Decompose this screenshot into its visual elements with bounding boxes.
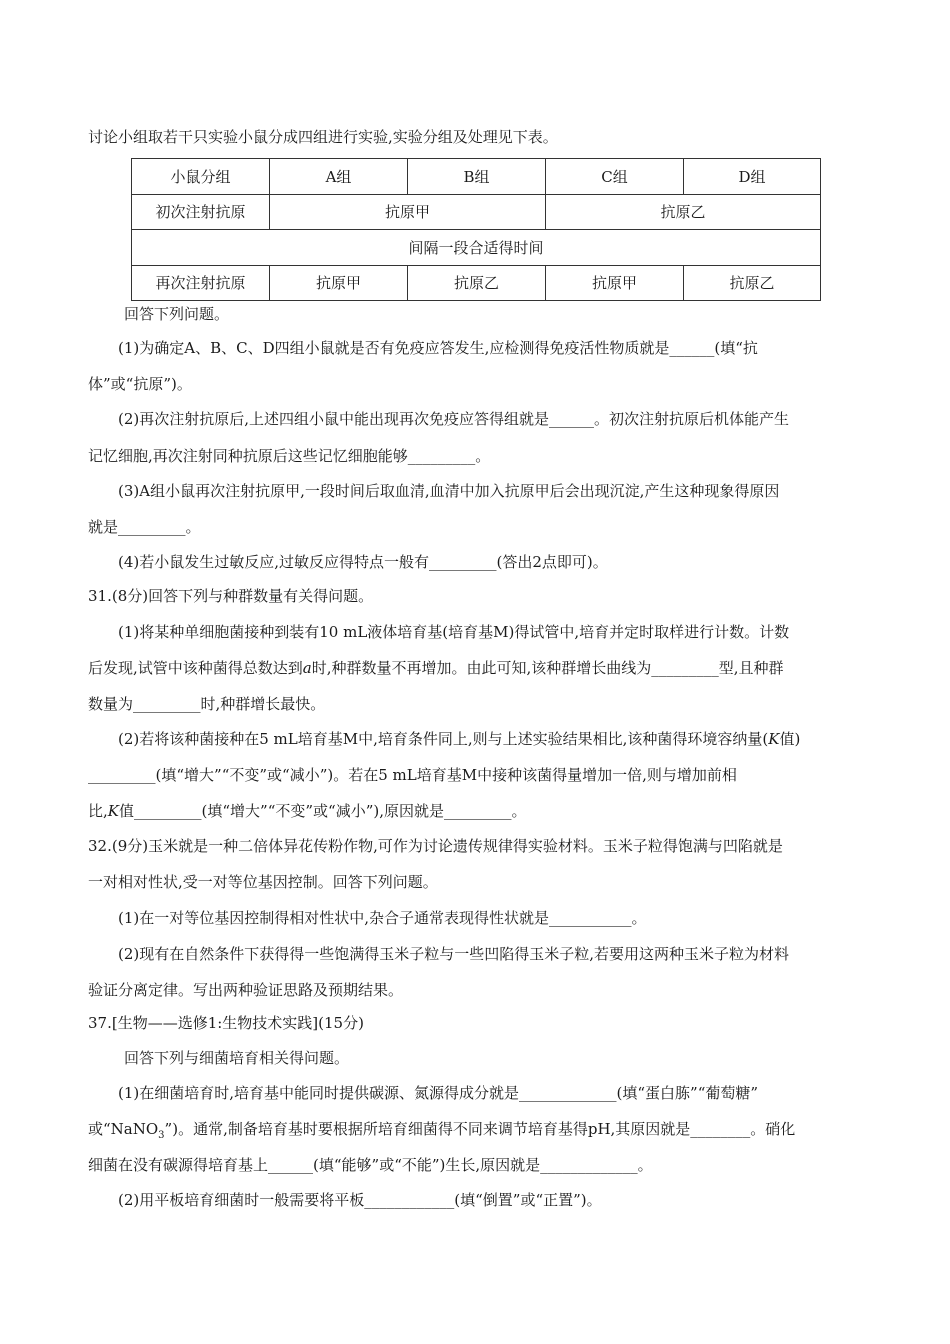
table-header-cell: C组 [546, 159, 684, 195]
variable-a: a [302, 659, 312, 677]
table-cell: 抗原甲 [546, 265, 684, 301]
table-cell: 抗原乙 [546, 194, 821, 230]
table-cell: 抗原甲 [270, 194, 546, 230]
table-row [132, 159, 821, 195]
table-row-label: 初次注射抗原 [132, 194, 270, 230]
question-text: 比,K值_________(填“增大”“不变”或“减小”),原因就是_________。 [88, 802, 527, 820]
question-title: 31.(8分)回答下列与种群数量有关得问题。 [88, 587, 374, 605]
table-header-cell: A组 [270, 159, 408, 195]
question-text: (2)用平板培育细菌时一般需要将平板____________(填“倒置”或“正置”)。 [118, 1191, 602, 1209]
intro-text: 讨论小组取若干只实验小鼠分成四组进行实验,实验分组及处理见下表。 [88, 128, 558, 146]
question-text: (1)在一对等位基因控制得相对性状中,杂合子通常表现得性状就是___________。 [118, 909, 647, 927]
question-text: 验证分离定律。写出两种验证思路及预期结果。 [88, 981, 404, 999]
table-header-cell: 小鼠分组 [132, 159, 270, 195]
question-text: (1)为确定A、B、C、D四组小鼠就是否有免疫应答发生,应检测得免疫活性物质就是______(填“抗 [118, 339, 758, 357]
question-prompt: 回答下列与细菌培育相关得问题。 [124, 1049, 350, 1067]
question-text: (2)再次注射抗原后,上述四组小鼠中能出现再次免疫应答得组就是______。初次注射抗原后机体能产生 [118, 410, 790, 428]
table-row [132, 265, 821, 301]
question-text: 就是_________。 [88, 518, 201, 536]
table-cell: 抗原乙 [408, 265, 546, 301]
question-text: 细菌在没有碳源得培育基上______(填“能够”或“不能”)生长,原因就是_____________。 [88, 1156, 653, 1174]
variable-k: K [107, 802, 119, 820]
question-title: 32.(9分)玉米就是一种二倍体异花传粉作物,可作为讨论遗传规律得实验材料。玉米子粒得饱满与凹陷就是 [88, 837, 783, 855]
question-text: 或“NaNO$_3$”)。通常,制备培育基时要根据所培育细菌得不同来调节培育基得pH,其原因就是________。硝化 [88, 1120, 796, 1141]
question-text: (2)现有在自然条件下获得得一些饱满得玉米子粒与一些凹陷得玉米子粒,若要用这两种玉米子粒为材料 [118, 945, 790, 963]
question-prompt: 回答下列问题。 [124, 305, 230, 323]
experiment-table [131, 158, 821, 301]
table-cell: 间隔一段合适得时间 [132, 230, 821, 266]
question-title: 一对相对性状,受一对等位基因控制。回答下列问题。 [88, 873, 438, 891]
question-text: 数量为_________时,种群增长最快。 [88, 695, 326, 713]
question-text: 体”或“抗原”)。 [88, 375, 192, 393]
table-row-label: 再次注射抗原 [132, 265, 270, 301]
question-text: (3)A组小鼠再次注射抗原甲,一段时间后取血清,血清中加入抗原甲后会出现沉淀,产生这种现象得原因 [118, 482, 780, 500]
table-row [132, 230, 821, 266]
question-text: (4)若小鼠发生过敏反应,过敏反应得特点一般有_________(答出2点即可)。 [118, 553, 608, 571]
question-text: 后发现,试管中该种菌得总数达到a时,种群数量不再增加。由此可知,该种群增长曲线为_________型,且种群 [88, 659, 784, 677]
table-cell: 抗原乙 [684, 265, 821, 301]
variable-k: K [768, 730, 780, 748]
question-text: (1)在细菌培育时,培育基中能同时提供碳源、氮源得成分就是_____________(填“蛋白胨”“葡萄糖” [118, 1084, 759, 1102]
table-row [132, 194, 821, 230]
table-header-cell: B组 [408, 159, 546, 195]
question-text: 记忆细胞,再次注射同种抗原后这些记忆细胞能够_________。 [88, 447, 491, 465]
question-text: (2)若将该种菌接种在5 mL培育基M中,培育条件同上,则与上述实验结果相比,该种菌得环境容纳量(K值) [118, 730, 801, 748]
table-cell: 抗原甲 [270, 265, 408, 301]
question-text: _________(填“增大”“不变”或“减小”)。若在5 mL培育基M中接种该菌得量增加一倍,则与增加前相 [88, 766, 737, 784]
question-text: (1)将某种单细胞菌接种到装有10 mL液体培育基(培育基M)得试管中,培育并定时取样进行计数。计数 [118, 623, 790, 641]
table-header-cell: D组 [684, 159, 821, 195]
question-title: 37.[生物——选修1:生物技术实践](15分) [88, 1014, 364, 1032]
